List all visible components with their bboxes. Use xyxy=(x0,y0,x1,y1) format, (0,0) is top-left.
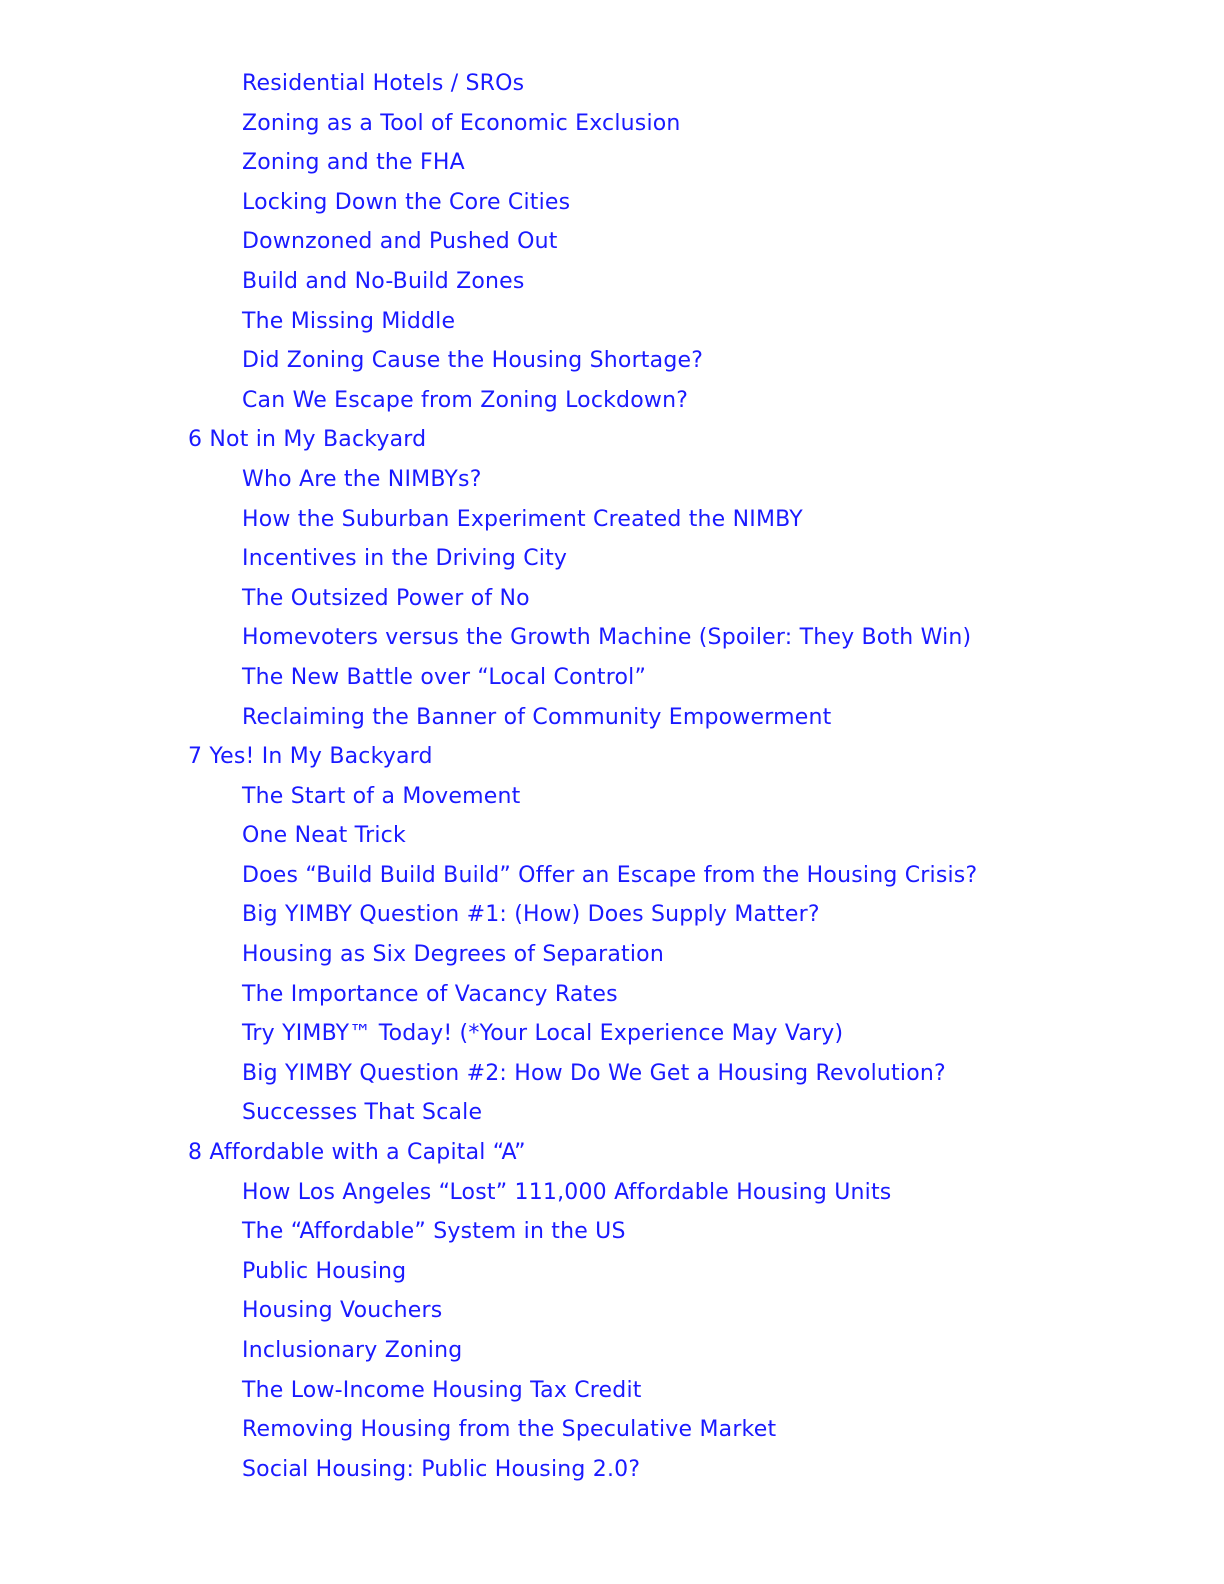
toc-item xyxy=(0,741,1224,781)
toc-link-try-yimby-today[interactable]: Try YIMBY™ Today! (*Your Local Experience May Vary) xyxy=(242,1021,844,1047)
toc-item xyxy=(0,1375,1224,1415)
toc-link-the-missing-middle[interactable]: The Missing Middle xyxy=(242,308,456,334)
toc-item xyxy=(0,504,1224,544)
toc-item xyxy=(0,108,1224,148)
toc-item xyxy=(0,1097,1224,1137)
toc-link-locking-down-core-cities[interactable]: Locking Down the Core Cities xyxy=(242,189,571,215)
toc-item xyxy=(0,899,1224,939)
toc-item xyxy=(0,1335,1224,1375)
toc-link-battle-local-control[interactable]: The New Battle over “Local Control” xyxy=(242,664,647,690)
toc-link-incentives-driving-city[interactable]: Incentives in the Driving City xyxy=(242,546,568,572)
toc-link-build-build-build[interactable]: Does “Build Build Build” Offer an Escape from the Housing Crisis? xyxy=(242,862,978,888)
toc-link-did-zoning-cause-shortage[interactable]: Did Zoning Cause the Housing Shortage? xyxy=(242,348,704,374)
toc-item xyxy=(0,1454,1224,1494)
toc-link-residential-hotels-sros[interactable]: Residential Hotels / SROs xyxy=(242,71,525,96)
toc-item xyxy=(0,979,1224,1019)
toc-link-chapter-6[interactable]: 6 Not in My Backyard xyxy=(188,427,427,453)
toc-item xyxy=(0,266,1224,306)
toc-item xyxy=(0,662,1224,702)
toc-link-community-empowerment[interactable]: Reclaiming the Banner of Community Empowerment xyxy=(242,704,832,730)
toc-item xyxy=(0,1058,1224,1098)
toc-item xyxy=(0,820,1224,860)
toc-link-outsized-power-of-no[interactable]: The Outsized Power of No xyxy=(242,585,530,611)
toc-item xyxy=(0,939,1224,979)
toc-link-zoning-and-the-fha[interactable]: Zoning and the FHA xyxy=(242,150,465,176)
toc-item xyxy=(0,1177,1224,1217)
toc-item xyxy=(0,306,1224,346)
toc-link-one-neat-trick[interactable]: One Neat Trick xyxy=(242,823,406,849)
toc-item xyxy=(0,860,1224,900)
toc-item xyxy=(0,543,1224,583)
toc-item xyxy=(0,226,1224,266)
toc-item xyxy=(0,583,1224,623)
toc-link-vacancy-rates[interactable]: The Importance of Vacancy Rates xyxy=(242,981,618,1007)
toc-link-yimby-question-1[interactable]: Big YIMBY Question #1: (How) Does Supply Matter? xyxy=(242,902,820,928)
toc-link-successes-that-scale[interactable]: Successes That Scale xyxy=(242,1100,483,1126)
toc-link-public-housing[interactable]: Public Housing xyxy=(242,1258,407,1284)
toc-item xyxy=(0,1295,1224,1335)
toc-link-los-angeles-lost-units[interactable]: How Los Angeles “Lost” 111,000 Affordable Housing Units xyxy=(242,1179,892,1205)
toc-link-lihtc[interactable]: The Low-Income Housing Tax Credit xyxy=(242,1377,642,1403)
toc-link-start-of-a-movement[interactable]: The Start of a Movement xyxy=(242,783,521,809)
toc-link-chapter-8[interactable]: 8 Affordable with a Capital “A” xyxy=(188,1140,526,1166)
table-of-contents xyxy=(0,68,1224,1493)
toc-link-housing-vouchers[interactable]: Housing Vouchers xyxy=(242,1298,443,1324)
toc-item xyxy=(0,781,1224,821)
toc-link-six-degrees-of-separation[interactable]: Housing as Six Degrees of Separation xyxy=(242,942,664,968)
toc-item xyxy=(0,1018,1224,1058)
toc-item xyxy=(0,622,1224,662)
toc-item xyxy=(0,385,1224,425)
toc-link-suburban-experiment-nimby[interactable]: How the Suburban Experiment Created the NIMBY xyxy=(242,506,803,532)
toc-item xyxy=(0,345,1224,385)
toc-item xyxy=(0,68,1224,108)
toc-link-speculative-market[interactable]: Removing Housing from the Speculative Market xyxy=(242,1417,777,1443)
toc-item xyxy=(0,464,1224,504)
toc-link-who-are-the-nimbys[interactable]: Who Are the NIMBYs? xyxy=(242,466,482,492)
toc-item xyxy=(0,187,1224,227)
toc-item xyxy=(0,1137,1224,1177)
toc-link-zoning-economic-exclusion[interactable]: Zoning as a Tool of Economic Exclusion xyxy=(242,110,681,136)
toc-link-build-and-no-build-zones[interactable]: Build and No-Build Zones xyxy=(242,268,525,294)
toc-item xyxy=(0,702,1224,742)
toc-link-yimby-question-2[interactable]: Big YIMBY Question #2: How Do We Get a Housing Revolution? xyxy=(242,1060,946,1086)
toc-link-downzoned-and-pushed-out[interactable]: Downzoned and Pushed Out xyxy=(242,229,558,255)
toc-link-homevoters-growth-machine[interactable]: Homevoters versus the Growth Machine (Spoiler: They Both Win) xyxy=(242,625,972,651)
toc-item xyxy=(0,424,1224,464)
toc-link-social-housing[interactable]: Social Housing: Public Housing 2.0? xyxy=(242,1456,641,1482)
toc-link-inclusionary-zoning[interactable]: Inclusionary Zoning xyxy=(242,1338,463,1363)
toc-item xyxy=(0,1414,1224,1454)
toc-link-affordable-system-us[interactable]: The “Affordable” System in the US xyxy=(242,1219,626,1245)
toc-item xyxy=(0,1216,1224,1256)
toc-link-chapter-7[interactable]: 7 Yes! In My Backyard xyxy=(188,744,433,770)
toc-link-escape-zoning-lockdown[interactable]: Can We Escape from Zoning Lockdown? xyxy=(242,387,689,413)
toc-item xyxy=(0,147,1224,187)
toc-item xyxy=(0,1256,1224,1296)
